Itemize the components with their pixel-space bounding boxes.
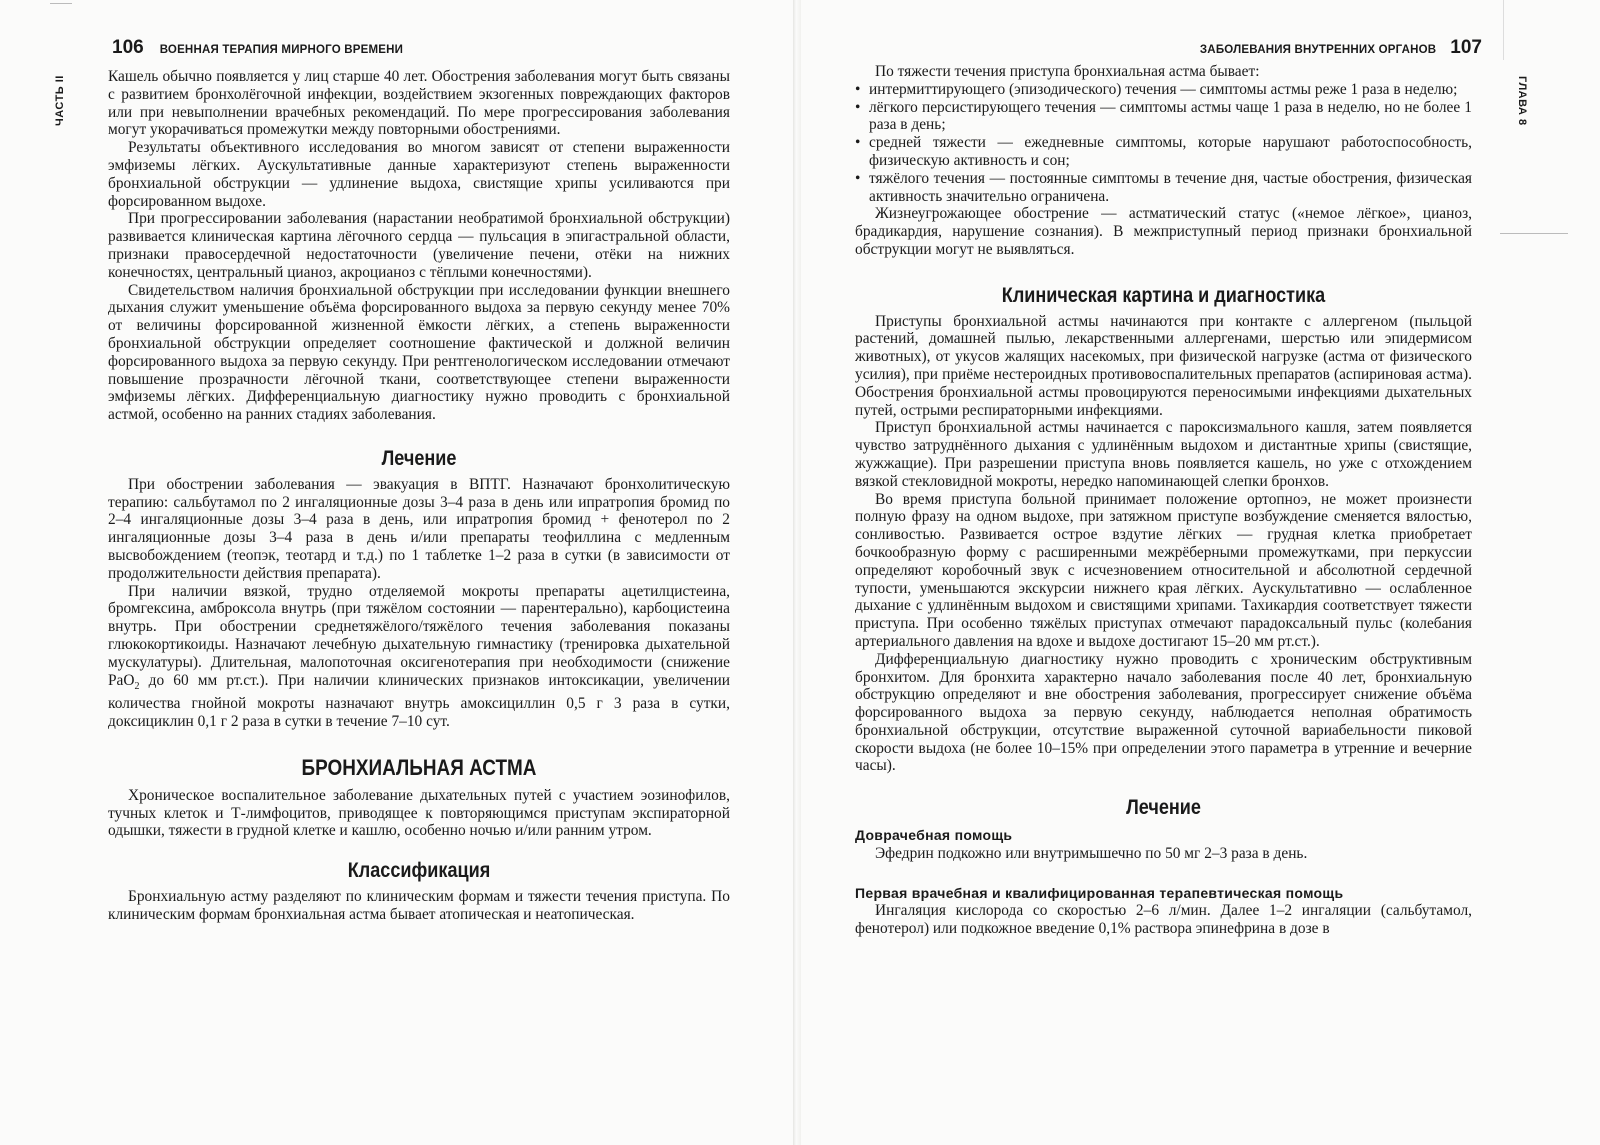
- scan-mark: [1500, 233, 1568, 234]
- paragraph: Приступ бронхиальной астмы начинается с пароксизмального кашля, затем появляется чувство затруднённого дыхания с удлинённым выдохом и дистантные хрипы (свистящие, жужжащие). При разрешении приступа вновь появляется кашель, но уже с отхождением вязкой стекловидной мокроты, нередко напоминающей слепки бронхов.: [855, 419, 1472, 490]
- left-running-head: [112, 37, 403, 59]
- list-item: • тяжёлого течения — постоянные симптомы в течение дня, частые обострения, физическая активность значительно ограничена.: [855, 170, 1472, 206]
- paragraph: Эфедрин подкожно или внутримышечно по 50 мг 2–3 раза в день.: [875, 844, 1308, 862]
- list-item: • лёгкого персистирующего течения — симптомы астмы чаще 1 раза в неделю, но не более 1 раза в день;: [855, 99, 1472, 135]
- paragraph: При обострении заболевания — эвакуация в ВПТГ. Назначают бронхолитическую терапию: сальбутамол по 2 ингаляционные дозы 3–4 раза в день или ипратропия бромид по 2–4 ингаляционные дозы 3–4 раза в день, или ипратропия бромид + фенотерол по 2 ингаляционные дозы 3–4 раза в день и/или препараты теофиллина с медленным высвобождением (теопэк, теотард и т.д.) по 1 таблетке 1–2 раза в сутки (в зависимости от продолжительности действия препарата).: [108, 475, 730, 582]
- chapter-side-tab: ГЛАВА 8: [1516, 76, 1528, 126]
- paragraph: Приступы бронхиальной астмы начинаются при контакте с аллергеном (пыльцой растений, домашней пылью, лекарственными аллергенами, шерстью или эпидермисом животных), от укусов жалящих насекомых, при физической нагрузке (астма от физического усилия), при приёме нестероидных противовоспалительных препаратов (аспириновая астма). Обострения бронхиальной астмы провоцируются переносимыми инфекциями дыхательных путей, острыми респираторными инфекциями.: [855, 312, 1472, 419]
- severity-list: [855, 81, 1472, 206]
- paragraph: Бронхиальную астму разделяют по клиническим формам и тяжести течения приступа. По клиническим формам бронхиальная астма бывает атопическая и неатопическая.: [108, 887, 730, 923]
- left-text-column: [108, 68, 730, 924]
- paragraph: Жизнеугрожающее обострение — астматический статус («немое лёгкое», цианоз, брадикардия, нарушение сознания). В межприступный период признаки бронхиальной обструкции могут не выявляться.: [855, 205, 1472, 258]
- paragraph: Кашель обычно появляется у лиц старше 40 лет. Обострения заболевания могут быть связаны с развитием бронхолёгочной инфекции, воздействием экзогенных повреждающих факторов или при невыполнении врачебных рекомендаций. По мере прогрессирования заболевания могут укорачиваться промежутки между повторными обострениями.: [108, 68, 730, 139]
- part-side-tab: ЧАСТЬ II: [54, 75, 66, 126]
- scan-mark: [1503, 0, 1504, 60]
- section-heading-clinic: Клиническая картина и диагностика: [1001, 283, 1326, 307]
- section-heading-treatment: Лечение: [1126, 796, 1201, 820]
- subheading-first-aid: Первая врачебная и квалифицированная терапевтическая помощь: [855, 884, 1344, 901]
- paragraph: Во время приступа больной принимает положение ортопноэ, не может произнести полную фразу на одном выдохе, при затяжном приступе возбуждение сменяется вялостью, сонливостью. Развивается острое вздутие лёгких — грудная клетка приобретает бочкообразную форму с расширенными межрёберными промежутками, при перкуссии определяют коробочный звук с исчезновением относительной и абсолютной сердечной тупости, уменьшаются экскурсии нижнего края лёгких. Аускультативно — ослабленное дыхание с удлинённым выдохом и свистящими хрипами. Тахикардия соответствует тяжести приступа. При особенно тяжёлых приступах отмечают парадоксальный пульс (колебания артериального давления на вдохе и выдохе достигают 15–20 мм рт.ст.).: [855, 490, 1472, 650]
- paragraph: Хроническое воспалительное заболевание дыхательных путей с участием эозинофилов, тучных клеток и Т-лимфоцитов, приводящее к повторяющимся приступам экспираторной одышки, тяжести в грудной клетке и кашлю, особенно ночью и/или ранним утром.: [108, 786, 730, 840]
- right-text-column: [855, 63, 1472, 938]
- paragraph: По тяжести течения приступа бронхиальная астма бывает:: [875, 63, 1260, 80]
- paragraph: Ингаляция кислорода со скоростью 2–6 л/мин. Далее 1–2 ингаляции (сальбутамол, фенотерол) или подкожное введение 0,1% раствора эпинефрина в дозе в: [855, 902, 1472, 938]
- paragraph: При наличии вязкой, трудно отделяемой мокроты препараты ацетилцистеина, бромгексина, амброксола внутрь (при тяжёлом состоянии — парентерально), карбоцистеина внутрь. При обострении среднетяжёлого/тяжёлого течения заболевания показаны глюкокортикоиды. Назначают лечебную дыхательную гимнастику (тренировка дыхательной мускулатуры). Длительная, малопоточная оксигенотерапия при необходимости (снижение PaO$_2$ до 60 мм рт.ст.). При наличии клинических признаков интоксикации, увеличении количества гнойной мокроты назначают внутрь амоксициллин 0,5 г 3 раза в сутки, доксициклин 0,1 г 2 раза в сутки в течение 7–10 сут.: [108, 582, 730, 731]
- running-title: ВОЕННАЯ ТЕРАПИЯ МИРНОГО ВРЕМЕНИ: [159, 44, 404, 56]
- paragraph: Результаты объективного исследования во многом зависят от степени выраженности эмфиземы лёгких. Аускультативные данные характеризуют степень выраженности бронхиальной обструкции — удлинение выдоха, свистящие хрипы усиливаются при форсированном выдохе.: [108, 139, 730, 210]
- page-number: 107: [1450, 37, 1482, 58]
- subheading-prehospital: Доврачебная помощь: [855, 827, 1013, 844]
- left-page: [0, 0, 790, 1145]
- section-heading-classification: Классификация: [347, 859, 491, 883]
- running-title: ЗАБОЛЕВАНИЯ ВНУТРЕННИХ ОРГАНОВ: [1199, 44, 1437, 56]
- list-item: • интермиттирующего (эпизодического) течения — симптомы астмы реже 1 раза в неделю;: [855, 81, 1472, 99]
- right-running-head: [1200, 37, 1482, 59]
- paragraph: Дифференциальную диагностику нужно проводить с хроническим обструктивным бронхитом. Для бронхита характерно начало заболевания после 40 лет, бронхиальную обструкцию определяют и вне обострения заболевания, прогрессирует снижение объёма форсированного выдоха за первую секунду, наблюдается неполная обратимость бронхиальной обструкции, отсутствие выраженной суточной вариабельности пиковой скорости выдоха (не более 10–15% при определении этого параметра в утренние и вечерние часы).: [855, 650, 1472, 775]
- section-heading-treatment: Лечение: [381, 446, 457, 470]
- section-heading-asthma: БРОНХИАЛЬНАЯ АСТМА: [301, 754, 537, 780]
- scan-mark: [50, 3, 72, 4]
- paragraph: При прогрессировании заболевания (нарастании необратимой бронхиальной обструкции) развивается клиническая картина лёгочного сердца — пульсация в эпигастральной области, признаки правосердечной недостаточности (увеличение печени, отёки на нижних конечностях, центральный цианоз, акроцианоз с тёплыми конечностями).: [108, 210, 730, 281]
- paragraph: Свидетельством наличия бронхиальной обструкции при исследовании функции внешнего дыхания служит уменьшение объёма форсированного выдоха за первую секунду менее 70% от величины форсированной жизненной ёмкости лёгких, а степень выраженности бронхиальной обструкции определяет соотношение фактической и должной величин форсированного выдоха за первую секунду. При рентгенологическом исследовании отмечают повышение прозрачности лёгочной ткани, соответствующее степени выраженности эмфиземы лёгких. Дифференциальную диагностику нужно проводить с бронхиальной астмой, особенно на ранних стадиях заболевания.: [108, 281, 730, 424]
- page-number: 106: [112, 37, 144, 58]
- list-item: • средней тяжести — ежедневные симптомы, которые нарушают работоспособность, физическую активность и сон;: [855, 134, 1472, 170]
